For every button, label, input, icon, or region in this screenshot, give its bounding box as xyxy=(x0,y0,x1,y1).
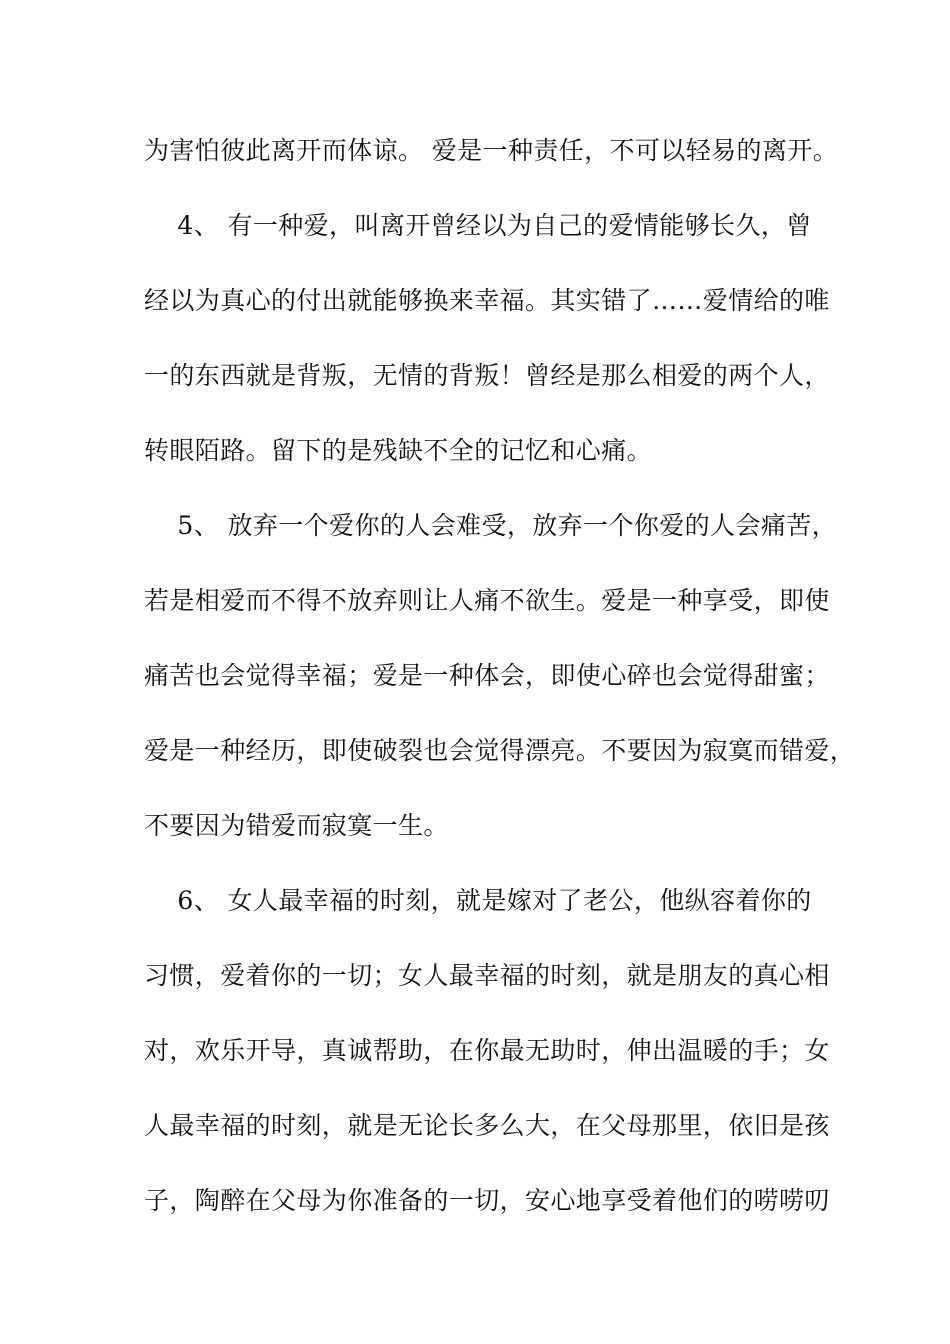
text-line: 为害怕彼此离开而体谅。 爱是一种责任，不可以轻易的离开。 xyxy=(144,136,839,165)
text-line: 子，陶醉在父母为你准备的一切，安心地享受着他们的唠唠叨 xyxy=(144,1186,830,1215)
text-line: 5、 放弃一个爱你的人会难受，放弃一个你爱的人会痛苦， xyxy=(144,511,838,540)
text-line: 痛苦也会觉得幸福；爱是一种体会，即使心碎也会觉得甜蜜； xyxy=(144,661,830,690)
text-line: 4、 有一种爱，叫离开曾经以为自己的爱情能够长久，曾 xyxy=(144,211,812,240)
text-line: 若是相爱而不得不放弃则让人痛不欲生。爱是一种享受，即使 xyxy=(144,586,830,615)
text-line: 习惯，爱着你的一切；女人最幸福的时刻，就是朋友的真心相 xyxy=(144,961,830,990)
text-line: 爱是一种经历，即使破裂也会觉得漂亮。不要因为寂寞而错爱， xyxy=(144,736,856,765)
text-line: 对，欢乐开导，真诚帮助，在你最无助时，伸出温暖的手；女 xyxy=(144,1036,830,1065)
text-line: 6、 女人最幸福的时刻，就是嫁对了老公，他纵容着你的 xyxy=(144,886,812,915)
text-line: 不要因为错爱而寂寞一生。 xyxy=(144,811,449,840)
text-line: 人最幸福的时刻，就是无论长多么大，在父母那里，依旧是孩 xyxy=(144,1111,830,1140)
text-line: 转眼陌路。留下的是残缺不全的记忆和心痛。 xyxy=(144,436,653,465)
text-line: 经以为真心的付出就能够换来幸福。其实错了……爱情给的唯 xyxy=(144,286,830,315)
text-line: 一的东西就是背叛，无情的背叛！曾经是那么相爱的两个人， xyxy=(144,361,830,390)
